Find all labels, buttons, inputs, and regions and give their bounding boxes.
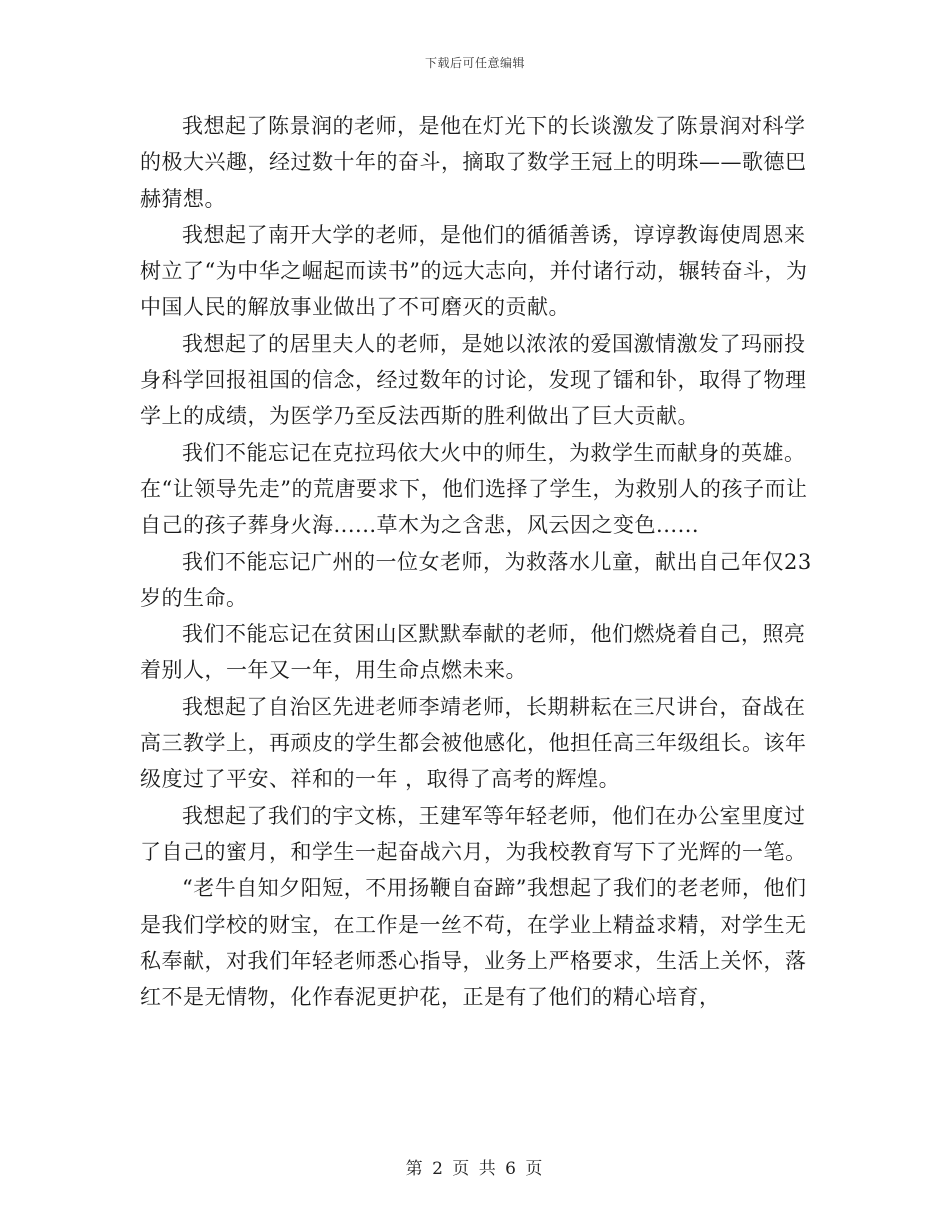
document-body — [140, 108, 812, 1015]
paragraph: 我想起了自治区先进老师李靖老师，长期耕耘在三尺讲台，奋战在高三教学上，再顽皮的学生都会被他感化，他担任高三年级组长。该年级度过了平安、祥和的一年 ，取得了高考的辉煌。 — [140, 694, 807, 792]
paragraph: 我想起了南开大学的老师，是他们的循循善诱，谆谆教诲使周恩来树立了“为中华之崛起而读书”的远大志向，并付诸行动，辗转奋斗，为中国人民的解放事业做出了不可磨灭的贡献。 — [140, 222, 808, 320]
paragraph: 我想起了我们的宇文栋，王建军等年轻老师，他们在办公室里度过了自己的蜜月，和学生一起奋战六月，为我校教育写下了光辉的一笔。 — [140, 803, 807, 864]
paragraph: 我想起了陈景润的老师，是他在灯光下的长谈激发了陈景润对科学的极大兴趣，经过数十年的奋斗，摘取了数学王冠上的明珠——歌德巴赫猜想。 — [140, 114, 807, 211]
paragraph: “老牛自知夕阳短，不用扬鞭自奋蹄”我想起了我们的老老师，他们是我们学校的财宝，在工作是一丝不苟，在学业上精益求精，对学生无私奉献，对我们年轻老师悉心指导，业务上严格要求，生活上关怀，落红不是无情物，化作春泥更护花，正是有了他们的精心培育， — [140, 876, 807, 1010]
paragraph: 我们不能忘记在贫困山区默默奉献的老师，他们燃烧着自己，照亮着别人，一年又一年，用生命点燃未来。 — [140, 622, 806, 683]
paragraph: 我们不能忘记广州的一位女老师，为救落水儿童，献出自己年仅23岁的生命。 — [140, 549, 812, 610]
page-header: 下载后可任意编辑 — [424, 56, 525, 70]
page-number-footer: 第 2 页 共 6 页 — [405, 1159, 545, 1179]
paragraph: 我们不能忘记在克拉玛依大火中的师生，为救学生而献身的英雄。在“让领导先走”的荒唐要求下，他们选择了学生，为救别人的孩子而让自己的孩子葬身火海......草木为之含悲，风云因之变色...... — [140, 440, 808, 538]
paragraph: 我想起了的居里夫人的老师，是她以浓浓的爱国激情激发了玛丽投身科学回报祖国的信念，经过数年的讨论，发现了镭和钋，取得了物理学上的成绩，为医学乃至反法西斯的胜利做出了巨大贡献。 — [140, 331, 807, 429]
